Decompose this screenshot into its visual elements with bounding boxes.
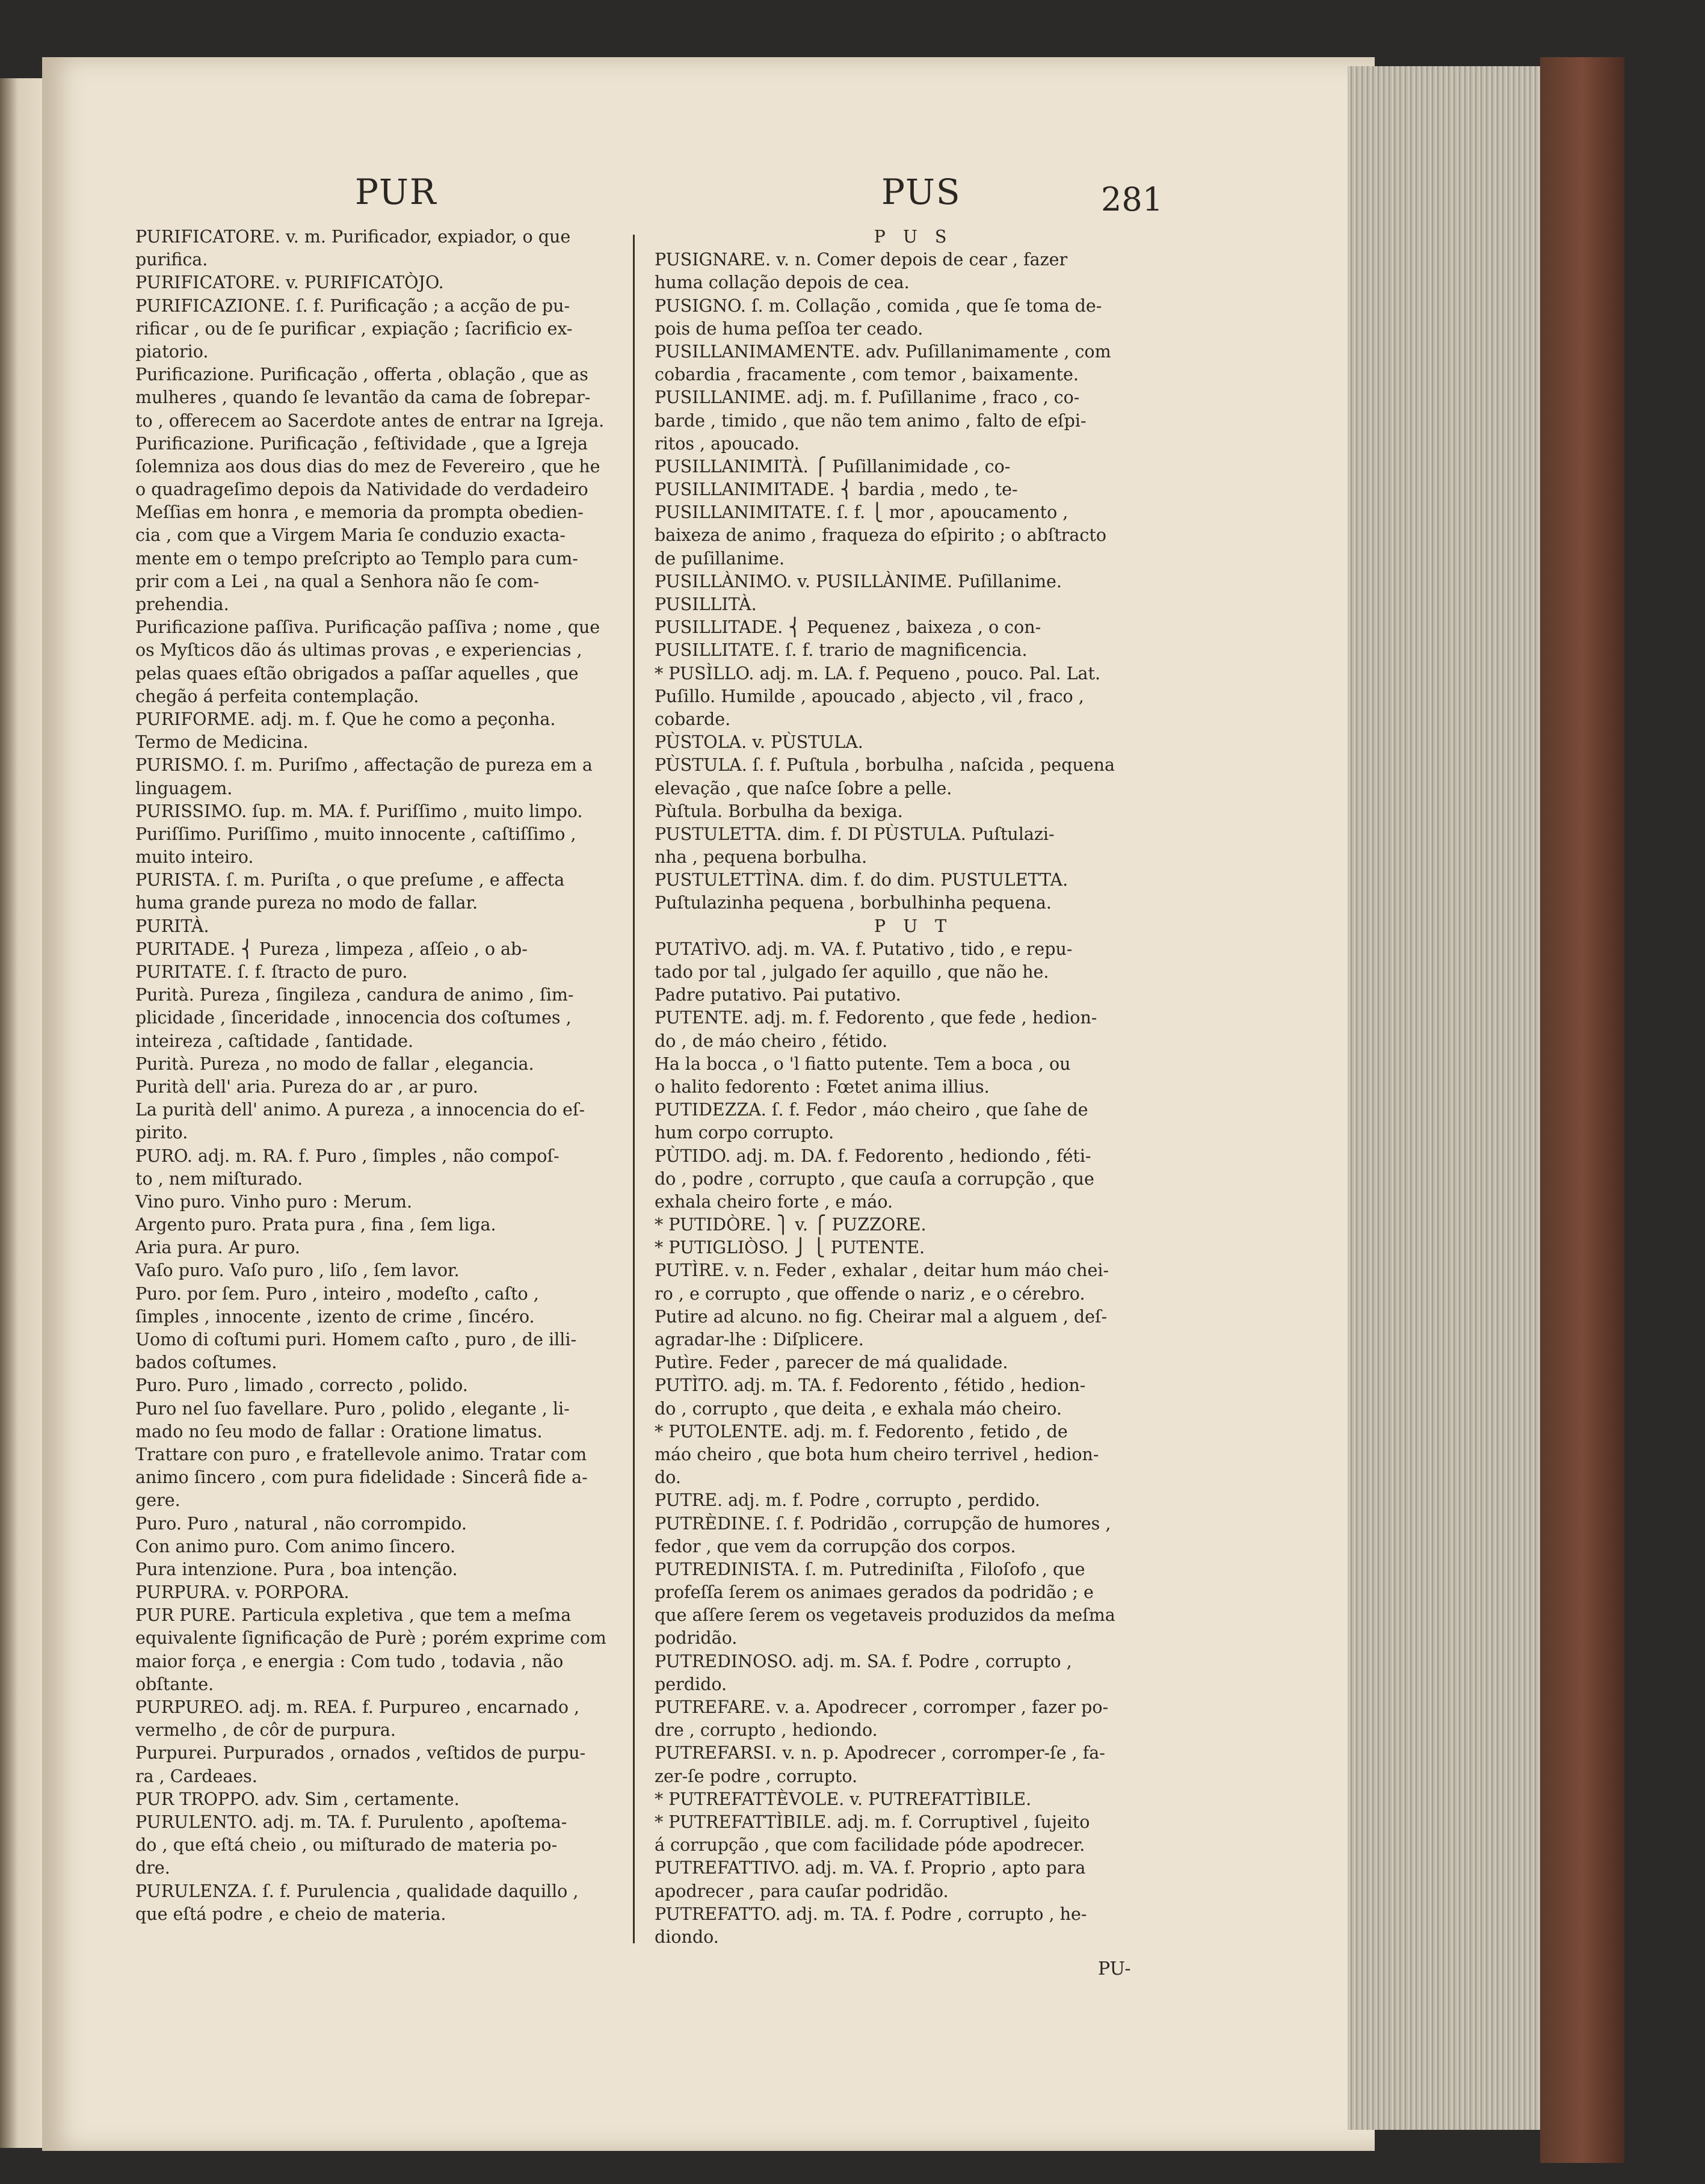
dictionary-line: PUTATÌVO. adj. m. VA. f. Putativo , tido , e repu- — [655, 939, 1073, 959]
dictionary-line: maior força , e energia : Com tudo , todavia , não — [135, 1651, 564, 1671]
dictionary-line: Pùſtula. Borbulha da bexiga. — [655, 801, 903, 821]
dictionary-line: linguagem. — [135, 778, 233, 798]
dictionary-line: purifica. — [135, 250, 208, 270]
dictionary-line: cobardia , fracamente , com temor , baixamente. — [655, 365, 1079, 385]
dictionary-line: * PUTIGLIÒSO. ⎭ ⎩ PUTENTE. — [655, 1238, 925, 1258]
dictionary-line: PUSILLÀNIMO. v. PUSILLÀNIME. Puſillanime. — [655, 571, 1062, 591]
dictionary-line: baixeza de animo , fraqueza do eſpirito ; o abſtracto — [655, 525, 1106, 546]
dictionary-line: o quadrageſimo depois da Natividade do verdadeiro — [135, 480, 588, 500]
dictionary-line: do , que eſtá cheio , ou miſturado de materia po- — [135, 1835, 558, 1855]
dictionary-line: Vaſo puro. Vaſo puro , liſo , ſem lavor. — [135, 1260, 460, 1281]
dictionary-line: Purificazione paſſiva. Purificação paſſiva ; nome , que — [135, 617, 600, 638]
dictionary-line: Ha la bocca , o 'l fiatto putente. Tem a boca , ou — [655, 1053, 1071, 1074]
dictionary-line: huma grande pureza no modo de fallar. — [135, 893, 478, 913]
dictionary-line: dre , corrupto , hediondo. — [655, 1720, 878, 1741]
page-number: 281 — [1101, 180, 1164, 218]
dictionary-line: PURIFICATORE. v. m. Purificador, expiador, o que — [135, 227, 571, 247]
dictionary-line: P U S — [874, 227, 953, 247]
dictionary-line: PURITATE. ſ. f. ſtracto de puro. — [135, 962, 408, 982]
dictionary-line: agradar-lhe : Diſplicere. — [655, 1330, 864, 1350]
dictionary-line: prehendia. — [135, 594, 229, 614]
dictionary-line: Purità dell' aria. Pureza do ar , ar puro. — [135, 1076, 478, 1097]
dictionary-line: muito inteiro. — [135, 847, 254, 868]
dictionary-line: ro , e corrupto , que offende o nariz , e o cérebro. — [655, 1283, 1085, 1304]
dictionary-line: que eſtá podre , e cheio de materia. — [135, 1904, 446, 1924]
dictionary-line: obſtante. — [135, 1674, 214, 1694]
dictionary-line: Con animo puro. Com animo ſincero. — [135, 1536, 456, 1556]
dictionary-line: inteireza , caſtidade , ſantidade. — [135, 1031, 414, 1051]
dictionary-line: * PUTREFATTÈVOLE. v. PUTREFATTÌBILE. — [655, 1789, 1032, 1809]
dictionary-line: do , de máo cheiro , fétido. — [655, 1031, 888, 1051]
dictionary-line: ſolemniza aos dous dias do mez de Fevereiro , que he — [135, 456, 600, 477]
dictionary-line: PUSILLANIME. adj. m. f. Puſillanime , fraco , co- — [655, 387, 1080, 408]
dictionary-line: cobarde. — [655, 709, 731, 729]
dictionary-line: PUR PURE. Particula expletiva , que tem a meſma — [135, 1605, 572, 1626]
dictionary-line: Puſillo. Humilde , apoucado , abjecto , vil , fraco , — [655, 686, 1084, 706]
dictionary-line: prir com a Lei , na qual a Senhora não ſe com- — [135, 571, 539, 591]
dictionary-line: Puro nel ſuo favellare. Puro , polido , elegante , li- — [135, 1398, 570, 1419]
dictionary-line: huma collação depois de cea. — [655, 273, 910, 293]
dictionary-line: PUSIGNARE. v. n. Comer depois de cear , fazer — [655, 250, 1068, 270]
dictionary-line: o halito fedorento : Fœtet anima illius. — [655, 1076, 990, 1097]
dictionary-line: PURITÀ. — [135, 916, 209, 936]
dictionary-line: animo ſincero , com pura fidelidade : Sincerâ fide a- — [135, 1467, 588, 1488]
dictionary-line: os Myſticos dão ás ultimas provas , e experiencias , — [135, 640, 582, 661]
dictionary-line: dre. — [135, 1858, 170, 1878]
dictionary-line: vermelho , de côr de purpura. — [135, 1720, 396, 1741]
dictionary-line: PURPUREO. adj. m. REA. f. Purpureo , encarnado , — [135, 1697, 580, 1717]
dictionary-line: Purità. Pureza , ſingileza , candura de animo , ſim- — [135, 985, 574, 1005]
dictionary-line: PUTREFARSI. v. n. p. Apodrecer , corromper-ſe , fa- — [655, 1743, 1105, 1763]
dictionary-line: Argento puro. Prata pura , fina , ſem liga. — [135, 1215, 496, 1235]
dictionary-line: PUSIGNO. ſ. m. Collação , comida , que ſe toma de- — [655, 295, 1102, 316]
dictionary-line: nha , pequena borbulha. — [655, 847, 868, 868]
dictionary-line: PUTREFATTIVO. adj. m. VA. f. Proprio , apto para — [655, 1858, 1086, 1878]
dictionary-line: to , nem miſturado. — [135, 1168, 303, 1189]
dictionary-line: Termo de Medicina. — [135, 732, 309, 753]
dictionary-line: pois de huma peſſoa ter ceado. — [655, 318, 923, 339]
dictionary-line: PUSILLANIMITADE. ⎨ bardia , medo , te- — [655, 480, 1018, 500]
dictionary-line: ſimples , innocente , izento de crime , ſincéro. — [135, 1306, 535, 1327]
dictionary-line: PUTRE. adj. m. f. Podre , corrupto , perdido. — [655, 1490, 1040, 1511]
dictionary-line: hum corpo corrupto. — [655, 1123, 834, 1143]
dictionary-line: PUSILLANIMITATE. ſ. f. ⎩ mor , apoucamento , — [655, 502, 1068, 523]
dictionary-line: ra , Cardeaes. — [135, 1766, 257, 1786]
dictionary-line: Meſſias em honra , e memoria da prompta obedien- — [135, 502, 584, 523]
dictionary-line: chegão á perfeita contemplação. — [135, 686, 419, 706]
dictionary-line: Pura intenzione. Pura , boa intenção. — [135, 1559, 458, 1579]
dictionary-line: PUSILLITÀ. — [655, 594, 757, 614]
dictionary-line: profeſſa ſerem os animaes gerados da podridão ; e — [655, 1582, 1094, 1603]
dictionary-line: Purpurei. Purpurados , ornados , veſtidos de purpu- — [135, 1743, 586, 1763]
dictionary-line: pirito. — [135, 1123, 188, 1143]
dictionary-line: Puro. Puro , limado , correcto , polido. — [135, 1375, 468, 1396]
page-stack-edge — [1348, 66, 1552, 2130]
dictionary-line: Putire ad alcuno. no fig. Cheirar mal a alguem , deſ- — [655, 1306, 1108, 1327]
running-head-left: PUR — [355, 171, 437, 212]
dictionary-line: Puro. por ſem. Puro , inteiro , modeſto , caſto , — [135, 1283, 539, 1304]
dictionary-line: PÙSTULA. ſ. f. Puſtula , borbulha , naſcida , pequena — [655, 755, 1115, 776]
right-column — [655, 226, 1172, 1949]
dictionary-line: PURIFICATORE. v. PURIFICATÒJO. — [135, 273, 444, 293]
dictionary-line: Puſtulazinha pequena , borbulhinha pequena. — [655, 893, 1052, 913]
dictionary-line: PURPURA. v. PORPORA. — [135, 1582, 350, 1603]
dictionary-line: to , offerecem ao Sacerdote antes de entrar na Igreja. — [135, 410, 605, 431]
dictionary-line: PUSILLITADE. ⎨ Pequenez , baixeza , o con- — [655, 617, 1041, 638]
dictionary-line: PUTÌTO. adj. m. TA. f. Fedorento , fétido , hedion- — [655, 1375, 1086, 1396]
dictionary-line: elevação , que naſce ſobre a pelle. — [655, 778, 952, 798]
dictionary-line: tado por tal , julgado ſer aquillo , que não he. — [655, 962, 1049, 982]
dictionary-line: perdido. — [655, 1674, 727, 1694]
left-page-edge — [0, 78, 45, 2148]
catchword: PU- — [1098, 1958, 1131, 1979]
dictionary-line: Aria pura. Ar puro. — [135, 1238, 300, 1258]
dictionary-line: máo cheiro , que bota hum cheiro terrivel , hedion- — [655, 1444, 1099, 1464]
dictionary-line: rificar , ou de ſe purificar , expiação ; ſacrificio ex- — [135, 318, 573, 339]
dictionary-line: * PUSÌLLO. adj. m. LA. f. Pequeno , pouco. Pal. Lat. — [655, 663, 1101, 683]
dictionary-line: piatorio. — [135, 341, 209, 362]
dictionary-line: P U T — [874, 916, 953, 936]
dictionary-line: barde , timido , que não tem animo , falto de eſpi- — [655, 410, 1087, 431]
dictionary-line: que aſſere ſerem os vegetaveis produzidos da meſma — [655, 1605, 1115, 1626]
dictionary-line: Puro. Puro , natural , não corrompido. — [135, 1513, 467, 1534]
dictionary-line: PUTREDINISTA. ſ. m. Putrediniſta , Filoſofo , que — [655, 1559, 1085, 1579]
dictionary-line: PURIFICAZIONE. ſ. f. Purificação ; a acção de pu- — [135, 295, 570, 316]
dictionary-line: PUSTULETTA. dim. f. DI PÙSTULA. Puſtulazi- — [655, 824, 1055, 844]
dictionary-line: PURULENTO. adj. m. TA. f. Purulento , apoſtema- — [135, 1812, 567, 1832]
dictionary-line: pelas quaes eſtão obrigados a paſſar aquelles , que — [135, 663, 579, 683]
dictionary-line: Purità. Pureza , no modo de fallar , elegancia. — [135, 1053, 534, 1074]
dictionary-line: PUR TROPPO. adv. Sim , certamente. — [135, 1789, 460, 1809]
dictionary-line: PUTENTE. adj. m. f. Fedorento , que fede , hedion- — [655, 1008, 1097, 1028]
dictionary-line: PUTRÈDINE. ſ. f. Podridão , corrupção de humores , — [655, 1513, 1111, 1534]
dictionary-line: PURISTA. ſ. m. Puriſta , o que preſume , e affecta — [135, 870, 565, 890]
dictionary-line: PUTÌRE. v. n. Feder , exhalar , deitar hum máo chei- — [655, 1260, 1109, 1281]
dictionary-line: * PUTOLENTE. adj. m. f. Fedorento , fetido , de — [655, 1421, 1068, 1442]
book-cover-edge — [1540, 57, 1624, 2163]
dictionary-line: Putìre. Feder , parecer de má qualidade. — [655, 1353, 1008, 1373]
dictionary-line: cia , com que a Virgem Maria ſe conduzio exacta- — [135, 525, 566, 546]
dictionary-line: mente em o tempo preſcripto ao Templo para cum- — [135, 548, 578, 569]
dictionary-line: PUTREFARE. v. a. Apodrecer , corromper , fazer po- — [655, 1697, 1109, 1717]
dictionary-line: Purificazione. Purificação , offerta , oblação , que as — [135, 365, 588, 385]
dictionary-line: PÙTIDO. adj. m. DA. f. Fedorento , hediondo , féti- — [655, 1146, 1091, 1166]
dictionary-line: PURIFORME. adj. m. f. Que he como a peçonha. — [135, 709, 556, 729]
dictionary-line: equivalente ſignificação de Purè ; porém exprime com — [135, 1628, 606, 1649]
dictionary-line: PUTREFATTO. adj. m. TA. f. Podre , corrupto , he- — [655, 1904, 1087, 1924]
dictionary-line: PUSILLANIMAMENTE. adv. Puſillanimamente , com — [655, 341, 1111, 362]
dictionary-line: fedor , que vem da corrupção dos corpos. — [655, 1536, 1016, 1556]
dictionary-line: bados coſtumes. — [135, 1353, 277, 1373]
dictionary-line: Uomo di coſtumi puri. Homem caſto , puro , de illi- — [135, 1330, 577, 1350]
dictionary-line: de puſillanime. — [655, 548, 785, 569]
dictionary-line: do , podre , corrupto , que cauſa a corrupção , que — [655, 1168, 1094, 1189]
dictionary-line: PURITADE. ⎨ Pureza , limpeza , aſſeio , o ab- — [135, 939, 528, 959]
dictionary-line: diondo. — [655, 1926, 719, 1947]
dictionary-line: PURO. adj. m. RA. f. Puro , ſimples , não compoſ- — [135, 1146, 560, 1166]
dictionary-line: á corrupção , que com facilidade póde apodrecer. — [655, 1835, 1085, 1855]
dictionary-line: gere. — [135, 1490, 180, 1511]
dictionary-line: plicidade , ſinceridade , innocencia dos coſtumes , — [135, 1008, 572, 1028]
running-head-right: PUS — [881, 171, 961, 212]
dictionary-line: apodrecer , para cauſar podridão. — [655, 1881, 949, 1901]
dictionary-line: PUSTULETTÌNA. dim. f. do dim. PUSTULETTA. — [655, 870, 1068, 890]
dictionary-line: PURISMO. ſ. m. Puriſmo , affectação de pureza em a — [135, 755, 593, 776]
dictionary-line: PUTIDEZZA. ſ. f. Fedor , máo cheiro , que ſahe de — [655, 1100, 1088, 1120]
dictionary-line: do , corrupto , que deita , e exhala máo cheiro. — [655, 1398, 1062, 1419]
dictionary-line: mado no ſeu modo de fallar : Oratione limatus. — [135, 1421, 543, 1442]
dictionary-line: do. — [655, 1467, 681, 1488]
dictionary-line: podridão. — [655, 1628, 738, 1649]
dictionary-line: PUSILLITATE. ſ. f. trario de magnificencia. — [655, 640, 1028, 661]
dictionary-line: Padre putativo. Pai putativo. — [655, 985, 901, 1005]
dictionary-line: mulheres , quando ſe levantão da cama de ſobrepar- — [135, 387, 591, 408]
dictionary-line: PURISSIMO. ſup. m. MA. f. Puriſſimo , muito limpo. — [135, 801, 583, 821]
dictionary-line: exhala cheiro forte , e máo. — [655, 1191, 893, 1212]
dictionary-line: ritos , apoucado. — [655, 433, 800, 454]
dictionary-line: Puriſſimo. Puriſſimo , muito innocente , caſtiſſimo , — [135, 824, 576, 844]
dictionary-line: Trattare con puro , e fratellevole animo. Tratar com — [135, 1444, 587, 1464]
dictionary-line: PUTREDINOSO. adj. m. SA. f. Podre , corrupto , — [655, 1651, 1072, 1671]
dictionary-line: La purità dell' animo. A pureza , a innocencia do eſ- — [135, 1100, 585, 1120]
dictionary-line: * PUTREFATTÌBILE. adj. m. f. Corruptivel , ſujeito — [655, 1812, 1090, 1832]
dictionary-line: PURULENZA. ſ. f. Purulencia , qualidade daquillo , — [135, 1881, 579, 1901]
dictionary-line: PUSILLANIMITÀ. ⎧ Puſillanimidade , co- — [655, 456, 1011, 477]
dictionary-line: Purificazione. Purificação , feſtividade , que a Igreja — [135, 433, 588, 454]
dictionary-line: PÙSTOLA. v. PÙSTULA. — [655, 732, 863, 753]
dictionary-line: * PUTIDÒRE. ⎫ v. ⎧ PUZZORE. — [655, 1215, 926, 1235]
dictionary-line: Vino puro. Vinho puro : Merum. — [135, 1191, 413, 1212]
dictionary-line: zer-ſe podre , corrupto. — [655, 1766, 858, 1786]
left-column — [135, 226, 653, 1926]
